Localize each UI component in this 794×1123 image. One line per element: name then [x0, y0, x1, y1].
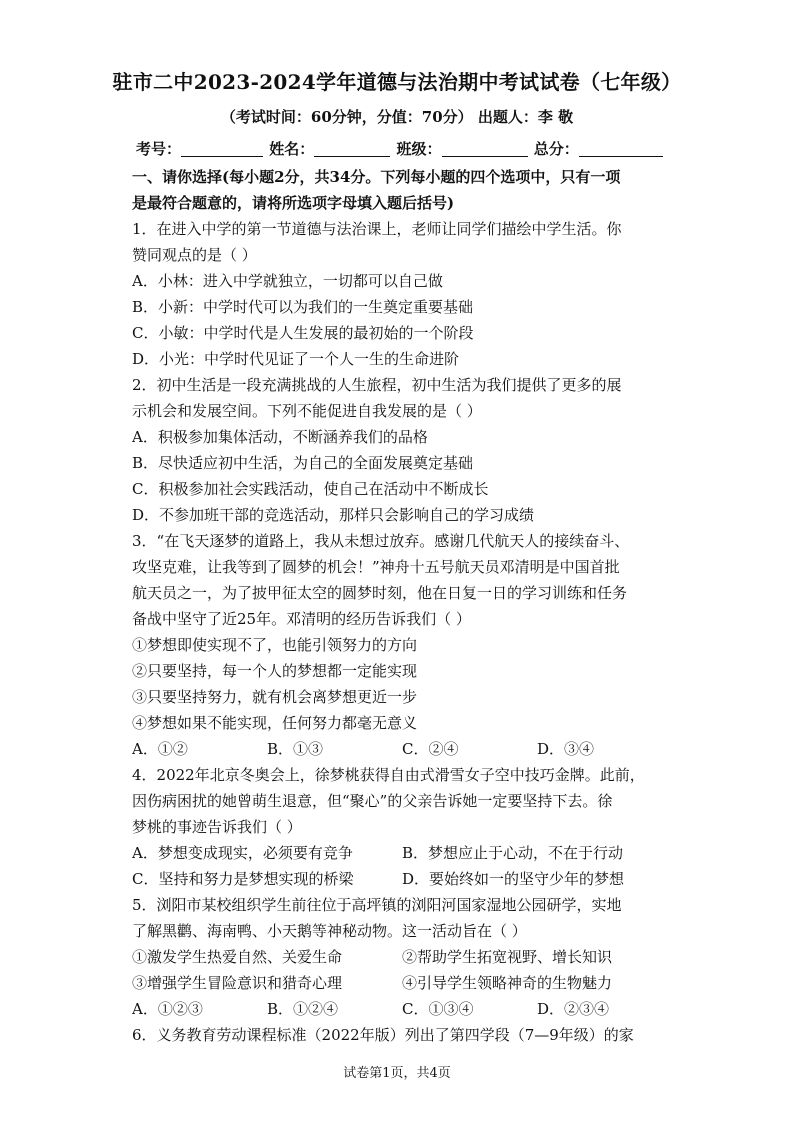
question-5-statement-2: ②帮助学生拓宽视野、增长知识 [402, 948, 613, 966]
question-5-statement-3: ③增强学生冒险意识和猎奇心理 [132, 974, 343, 992]
class-label: 班级： [396, 140, 442, 158]
question-4-stem: 4．2022年北京冬奥会上，徐梦桃获得自由式滑雪女子空中技巧金牌。此前， [132, 766, 645, 784]
question-1-option-d: D．小光：中学时代见证了一个人一生的生命进阶 [132, 350, 460, 368]
question-3-option-b: B．①③ [267, 740, 324, 758]
exam-content [132, 164, 672, 1048]
question-3-stem-cont: 航天员之一，为了披甲征太空的圆梦时刻，他在日复一日的学习训练和任务 [132, 584, 628, 602]
total-score-blank [579, 140, 663, 157]
question-5-statements-row-2 [132, 970, 672, 996]
question-2-stem: 2．初中生活是一段充满挑战的人生旅程，初中生活为我们提供了更多的展 [132, 376, 622, 394]
exam-title: 驻市二中2023-2024学年道德与法治期中考试试卷（七年级） [112, 70, 682, 94]
question-2-option-b: B．尽快适应初中生活，为自己的全面发展奠定基础 [132, 454, 474, 472]
question-5-stem: 5．浏阳市某校组织学生前往位于高坪镇的浏阳河国家湿地公园研学，实地 [132, 896, 622, 914]
question-4-option-c: C．坚持和努力是梦想实现的桥梁 [132, 870, 354, 888]
question-3-stem-cont: 攻坚克难，让我等到了圆梦的机会！”神舟十五号航天员邓清明是中国首批 [132, 558, 620, 576]
question-5-option-b: B．①②④ [267, 1000, 339, 1018]
question-5-stem-cont: 了解黑鹳、海南鸭、小天鹅等神秘动物。这一活动旨在（ ） [132, 922, 527, 940]
question-4-stem-cont: 梦桃的事迹告诉我们（ ） [132, 818, 302, 836]
question-3-option-c: C．②④ [402, 740, 459, 758]
question-3-statement-1: ①梦想即使实现不了，也能引领努力的方向 [132, 636, 418, 654]
name-label: 姓名： [269, 140, 315, 158]
question-1-option-c: C．小敏：中学时代是人生发展的最初始的一个阶段 [132, 324, 474, 342]
page-footer: 试卷第1页，共4页 [343, 1066, 451, 1081]
total-score-label: 总分： [533, 140, 579, 158]
question-3-stem-cont: 备战中坚守了近25年。邓清明的经历告诉我们（ ） [132, 610, 471, 628]
question-5-option-a: A．①②③ [132, 1000, 203, 1018]
question-2-stem-cont: 示机会和发展空间。下列不能促进自我发展的是（ ） [132, 402, 482, 420]
question-2-option-c: C．积极参加社会实践活动，使自己在活动中不断成长 [132, 480, 489, 498]
question-1-option-b: B．小新：中学时代可以为我们的一生奠定重要基础 [132, 298, 474, 316]
question-4-option-a: A．梦想变成现实，必须要有竞争 [132, 844, 353, 862]
question-3-option-a: A．①② [132, 740, 188, 758]
question-3-statement-3: ③只要坚持努力，就有机会离梦想更近一步 [132, 688, 418, 706]
question-2-option-d: D．不参加班干部的竞选活动，那样只会影响自己的学习成绩 [132, 506, 535, 524]
question-4-options-row-2 [132, 866, 672, 892]
exam-subtitle: （考试时间：60分钟，分值：70分） 出题人：李 敬 [220, 108, 574, 126]
name-blank [314, 140, 390, 157]
question-4-option-d: D．要始终如一的坚守少年的梦想 [402, 870, 625, 888]
question-4-stem-cont: 因伤病困扰的她曾萌生退意，但“聚心”的父亲告诉她一定要坚持下去。徐 [132, 792, 613, 810]
question-3-option-d: D．③④ [537, 740, 595, 758]
question-6-stem: 6．义务教育劳动课程标准（2022年版）列出了第四学段（7—9年级）的家 [132, 1026, 634, 1044]
question-5-option-c: C．①③④ [402, 1000, 474, 1018]
student-info-line [136, 138, 662, 159]
question-3-statement-2: ②只要坚持，每一个人的梦想都一定能实现 [132, 662, 418, 680]
question-3-options [132, 736, 672, 762]
class-blank [442, 140, 528, 157]
question-1-stem-cont: 赞同观点的是（ ） [132, 246, 257, 264]
question-3-statement-4: ④梦想如果不能实现，任何努力都毫无意义 [132, 714, 418, 732]
question-4-option-b: B．梦想应止于心动，不在于行动 [402, 844, 624, 862]
question-5-statement-1: ①激发学生热爱自然、关爱生命 [132, 948, 343, 966]
question-5-options [132, 996, 672, 1022]
section-heading: 一、请你选择(每小题2分，共34分。下列每小题的四个选项中，只有一项 [132, 168, 621, 186]
question-1-option-a: A．小林：进入中学就独立，一切都可以自己做 [132, 272, 443, 290]
question-4-options-row-1 [132, 840, 672, 866]
exam-number-blank [181, 140, 263, 157]
question-5-statement-4: ④引导学生领略神奇的生物魅力 [402, 974, 613, 992]
question-5-statements-row-1 [132, 944, 672, 970]
question-5-option-d: D．②③④ [537, 1000, 610, 1018]
section-heading-cont: 是最符合题意的，请将所选项字母填入题后括号) [132, 194, 455, 212]
question-1-stem: 1．在进入中学的第一节道德与法治课上，老师让同学们描绘中学生活。你 [132, 220, 622, 238]
question-2-option-a: A．积极参加集体活动，不断涵养我们的品格 [132, 428, 428, 446]
exam-number-label: 考号： [136, 140, 182, 158]
question-3-stem: 3．“在飞天逐梦的道路上，我从未想过放弃。感谢几代航天人的接续奋斗、 [132, 532, 630, 550]
